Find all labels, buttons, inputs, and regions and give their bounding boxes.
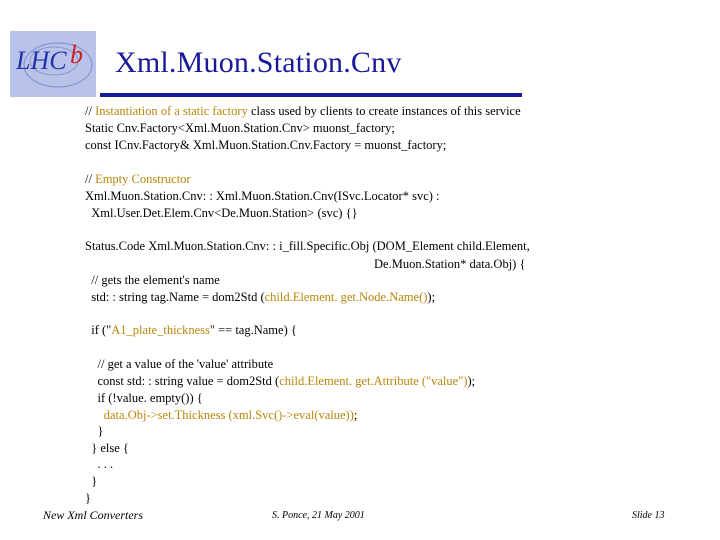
code-line: } <box>85 424 104 438</box>
code-line: } <box>85 474 98 488</box>
code-line: if (!value. empty()) { <box>85 391 203 405</box>
code-text: if (" <box>85 323 112 337</box>
code-text: // <box>85 172 96 186</box>
code-line: . . . <box>85 457 114 471</box>
code-text: ); <box>467 374 476 388</box>
code-line: Xml.User.Det.Elem.Cnv<De.Muon.Station> (svc) {} <box>85 206 358 220</box>
code-highlight: child.Element. get.Node.Name() <box>264 290 428 304</box>
code-text: ); <box>427 290 436 304</box>
code-highlight: A1_plate_thickness <box>111 323 210 337</box>
code-line <box>85 289 435 305</box>
code-line: // get a value of the 'value' attribute <box>85 357 274 371</box>
slide-title: Xml.Muon.Station.Cnv <box>115 46 402 79</box>
code-line <box>85 407 357 423</box>
code-highlight: data.Obj->set.Thickness (xml.Svc()->eval(value)) <box>103 408 354 422</box>
code-highlight: Instantiation of a static factory <box>95 104 248 118</box>
code-text: " == tag.Name) { <box>209 323 297 337</box>
footer-slide-number: Slide 13 <box>632 510 665 521</box>
code-text: ; <box>353 408 358 422</box>
code-text: // <box>85 104 96 118</box>
code-line: // gets the element's name <box>85 273 220 287</box>
code-line: const ICnv.Factory& Xml.Muon.Station.Cnv.Factory = muonst_factory; <box>85 138 447 152</box>
code-text: const std: : string value = dom2Std ( <box>85 374 280 388</box>
code-text: class used by clients to create instances of this service <box>247 104 521 118</box>
code-line: De.Muon.Station* data.Obj) { <box>374 257 526 271</box>
code-line: Xml.Muon.Station.Cnv: : Xml.Muon.Station.Cnv(ISvc.Locator* svc) : <box>85 189 440 203</box>
code-text: std: : string tag.Name = dom2Std ( <box>85 290 265 304</box>
svg-text:LHC: LHC <box>16 46 67 75</box>
code-line <box>85 373 475 389</box>
code-line: Status.Code Xml.Muon.Station.Cnv: : i_fill.Specific.Obj (DOM_Element child.Element, <box>85 239 530 253</box>
code-text <box>85 408 104 422</box>
code-line: } <box>85 491 91 505</box>
code-line: Static Cnv.Factory<Xml.Muon.Station.Cnv> muonst_factory; <box>85 121 395 135</box>
code-highlight: child.Element. get.Attribute ("value") <box>279 374 468 388</box>
footer-title: New Xml Converters <box>43 508 143 522</box>
code-line <box>85 103 521 119</box>
footer-author-date: S. Ponce, 21 May 2001 <box>272 510 365 521</box>
code-highlight: Empty Constructor <box>95 172 191 186</box>
code-line <box>85 322 297 338</box>
svg-text:b: b <box>70 40 83 69</box>
code-line: } else { <box>85 441 129 455</box>
code-line <box>85 171 191 187</box>
